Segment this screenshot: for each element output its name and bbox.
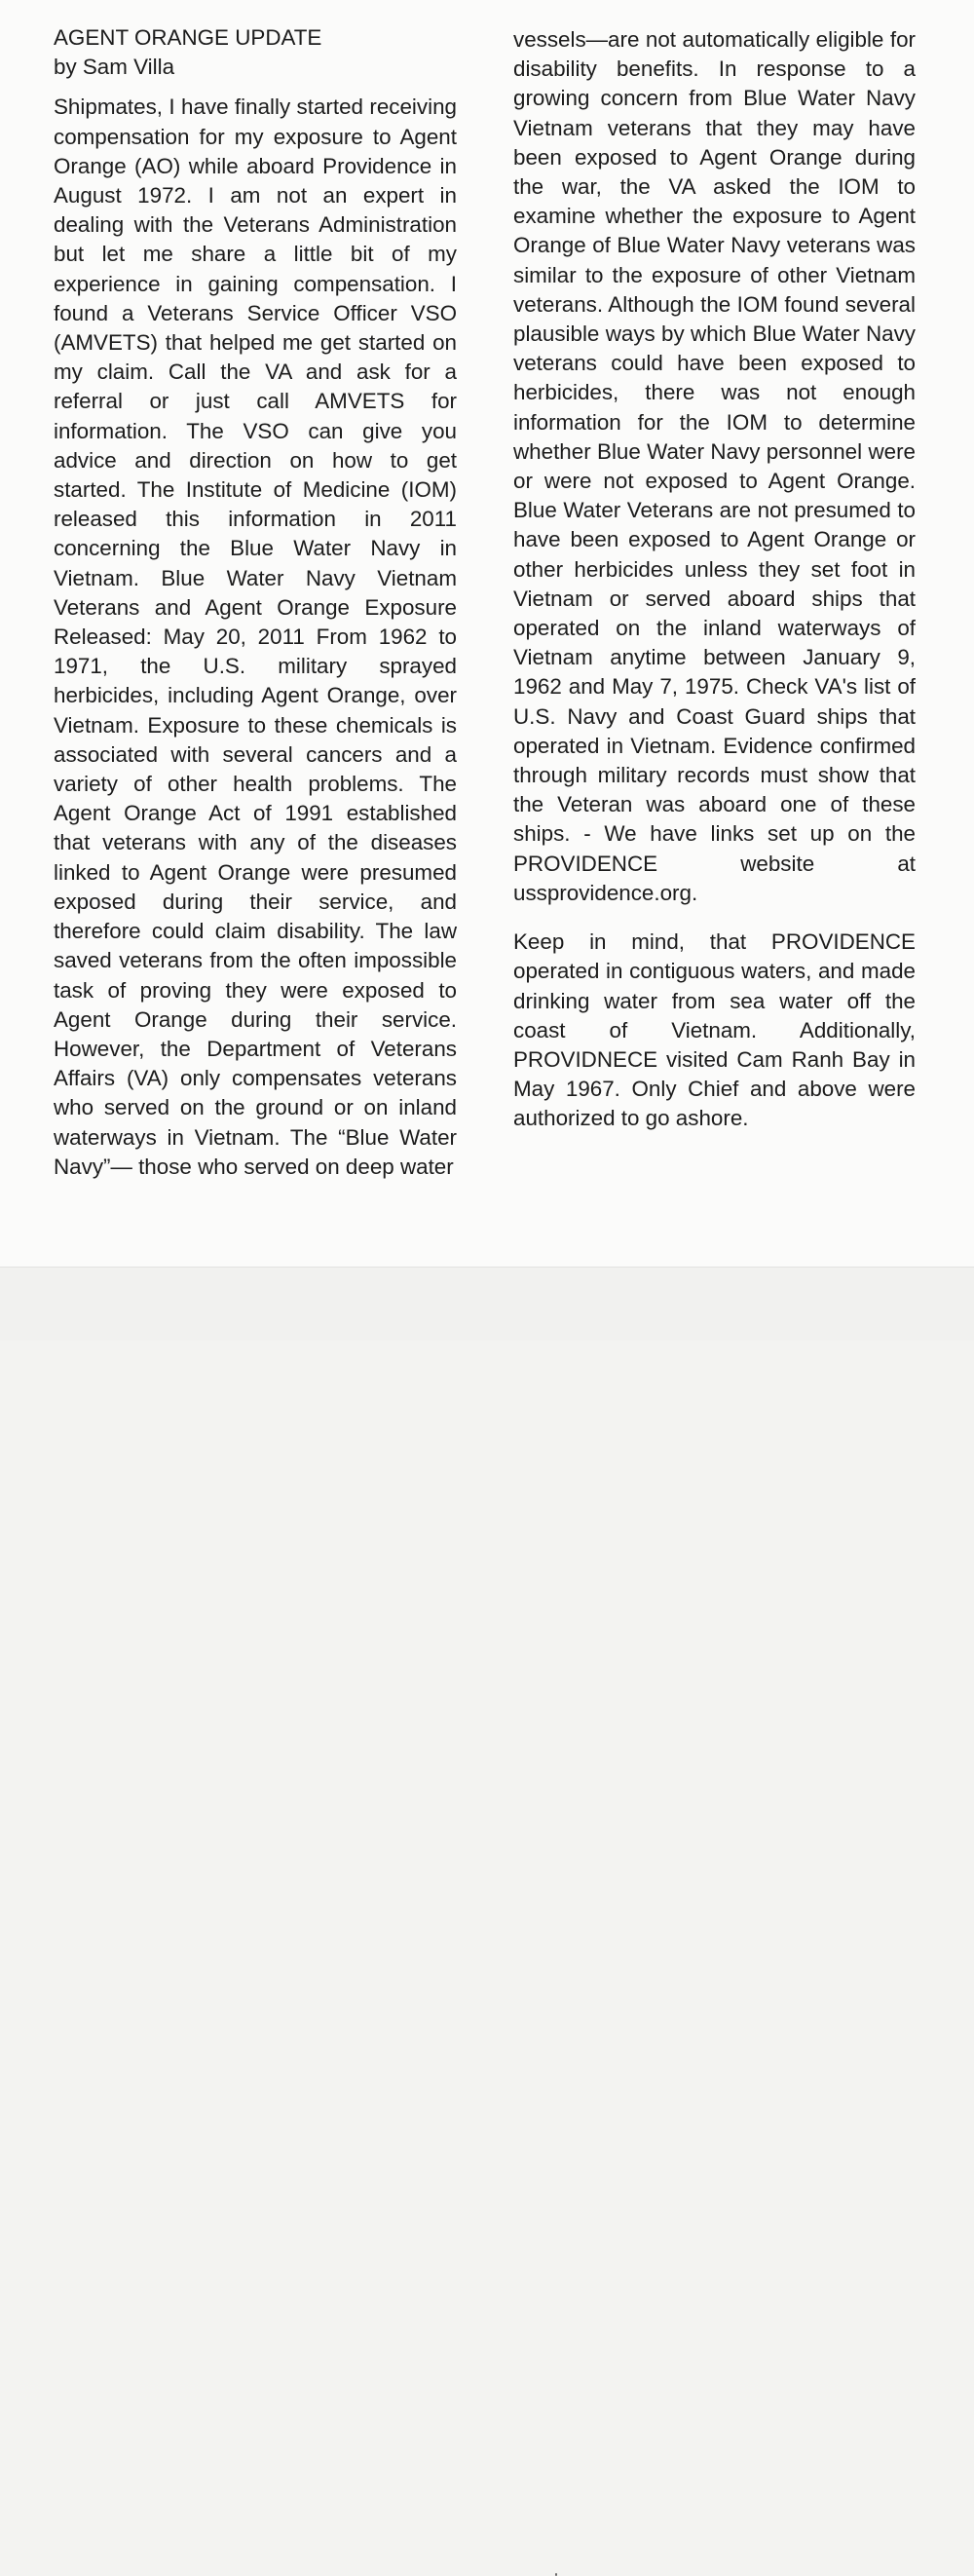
closing-paragraph: Keep in mind, that PROVIDENCE operated in contiguous waters, and made drinking water from sea water off the coast of Vietnam. Additionally, PROVIDNECE visited Cam Ranh Bay in May 1967. Only Chief and above were authorized to go ashore.: [513, 929, 916, 1131]
scan-margin: [0, 1267, 974, 1341]
article-title: AGENT ORANGE UPDATE: [54, 25, 322, 50]
left-column: [54, 23, 457, 1182]
body-paragraph-right: vessels—are not automatically eligible for disability benefits. In response to a growing concern from Blue Water Navy Vietnam veterans that they may have been exposed to Agent Orange during the war, the VA asked the IOM to examine whether the exposure to Agent Orange of Blue Water Navy veterans was similar to the exposure of other Vietnam veterans. Although the IOM found several plausible ways by which Blue Water Navy veterans could have been exposed to herbicides, there was not enough information for the IOM to determine whether Blue Water Navy personnel were or were not exposed to Agent Orange. Blue Water Veterans are not presumed to have been exposed to Agent Orange or other herbicides unless they set foot in Vietnam or served aboard ships that operated on the inland waterways of Vietnam anytime between January 9, 1962 and May 7, 1975. Check VA's list of U.S. Navy and Coast Guard ships that operated in Vietnam. Evidence confirmed through military records must show that the Veteran was aboard one of these ships. - We have links set up on the PROVIDENCE website at ussprovidence.org.: [513, 27, 916, 905]
article-byline: by Sam Villa: [54, 55, 175, 80]
right-column: [513, 25, 916, 1134]
body-paragraph-left: Shipmates, I have finally started receiving compensation for my exposure to Agent Orange (AO) while aboard Providence in August 1972. I am not an expert in dealing with the Veterans Administration but let me share a little bit of my experience in gaining compensation. I found a Veterans Service Officer VSO (AMVETS) that helped me get started on my claim. Call the VA and ask for a referral or just call AMVETS for information. The VSO can give you advice and direction on how to get started. The Institute of Medicine (IOM) released this information in 2011 concerning the Blue Water Navy in Vietnam. Blue Water Navy Vietnam Veterans and Agent Orange Exposure Released: May 20, 2011 From 1962 to 1971, the U.S. military sprayed herbicides, including Agent Orange, over Vietnam. Exposure to these chemicals is associated with several cancers and a variety of other health problems. The Agent Orange Act of 1991 established that veterans with any of the diseases linked to Agent Orange were presumed exposed during their service, and therefore could claim disability. The law saved veterans from the often impossible task of proving they were exposed to Agent Orange during their service. However, the Department of Veterans Affairs (VA) only compensates veterans who served on the ground or on inland waterways in Vietnam. The “Blue Water Navy”— those who served on deep water: [54, 95, 457, 1179]
newsletter-page: [0, 0, 974, 1267]
